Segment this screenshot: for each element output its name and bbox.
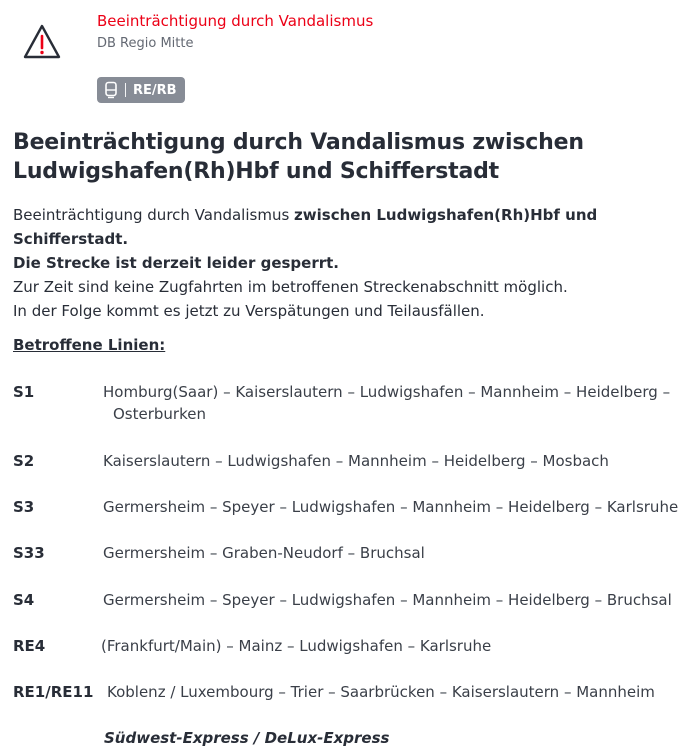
- line-id: S1: [13, 383, 35, 401]
- badge-label: RE/RB: [133, 82, 177, 98]
- badge-separator: [125, 83, 126, 97]
- line-route: Germersheim – Speyer – Ludwigshafen – Mannheim – Heidelberg – Bruchsal: [103, 591, 672, 609]
- description-line-3: Zur Zeit sind keine Zugfahrten im betroffenen Streckenabschnitt möglich.: [13, 278, 568, 296]
- line-id: S4: [13, 591, 35, 609]
- description-intro: Beeinträchtigung durch Vandalismus: [13, 206, 295, 224]
- line-id: RE1/RE11: [13, 683, 94, 701]
- express-label: Südwest-Express / DeLux-Express: [104, 729, 390, 747]
- description-closed: Die Strecke ist derzeit leider gesperrt.: [13, 254, 340, 272]
- line-id: S3: [13, 498, 35, 516]
- line-id: S33: [13, 544, 45, 562]
- alert-operator: DB Regio Mitte: [97, 36, 194, 51]
- description: [13, 203, 693, 323]
- alert-title: Beeinträchtigung durch Vandalismus: [97, 12, 374, 30]
- affected-lines-heading: Betroffene Linien:: [13, 336, 166, 354]
- transport-badge: [97, 77, 185, 103]
- train-icon: [103, 81, 119, 99]
- line-route: (Frankfurt/Main) – Mainz – Ludwigshafen – Karlsruhe: [101, 637, 492, 655]
- alert-header: [0, 0, 700, 120]
- description-line-1: [13, 203, 693, 251]
- line-id: S2: [13, 452, 35, 470]
- line-route: Germersheim – Graben-Neudorf – Bruchsal: [103, 544, 425, 562]
- line-route: Koblenz / Luxembourg – Trier – Saarbrücken – Kaiserslautern – Mannheim: [107, 683, 655, 701]
- page-title: Beeinträchtigung durch Vandalismus zwischen Ludwigshafen(Rh)Hbf und Schifferstadt: [13, 130, 584, 184]
- line-id: RE4: [13, 637, 46, 655]
- warning-triangle-icon: [22, 22, 62, 62]
- description-intro-bold: zwischen Ludwigshafen(Rh)Hbf und Schifferstadt.: [13, 206, 598, 248]
- line-route: Homburg(Saar) – Kaiserslautern – Ludwigshafen – Mannheim – Heidelberg – Osterburken: [103, 383, 671, 423]
- description-line-4: In der Folge kommt es jetzt zu Verspätungen und Teilausfällen.: [13, 302, 485, 320]
- line-route: Kaiserslautern – Ludwigshafen – Mannheim – Heidelberg – Mosbach: [103, 452, 609, 470]
- line-route: Germersheim – Speyer – Ludwigshafen – Mannheim – Heidelberg – Karlsruhe: [103, 498, 679, 516]
